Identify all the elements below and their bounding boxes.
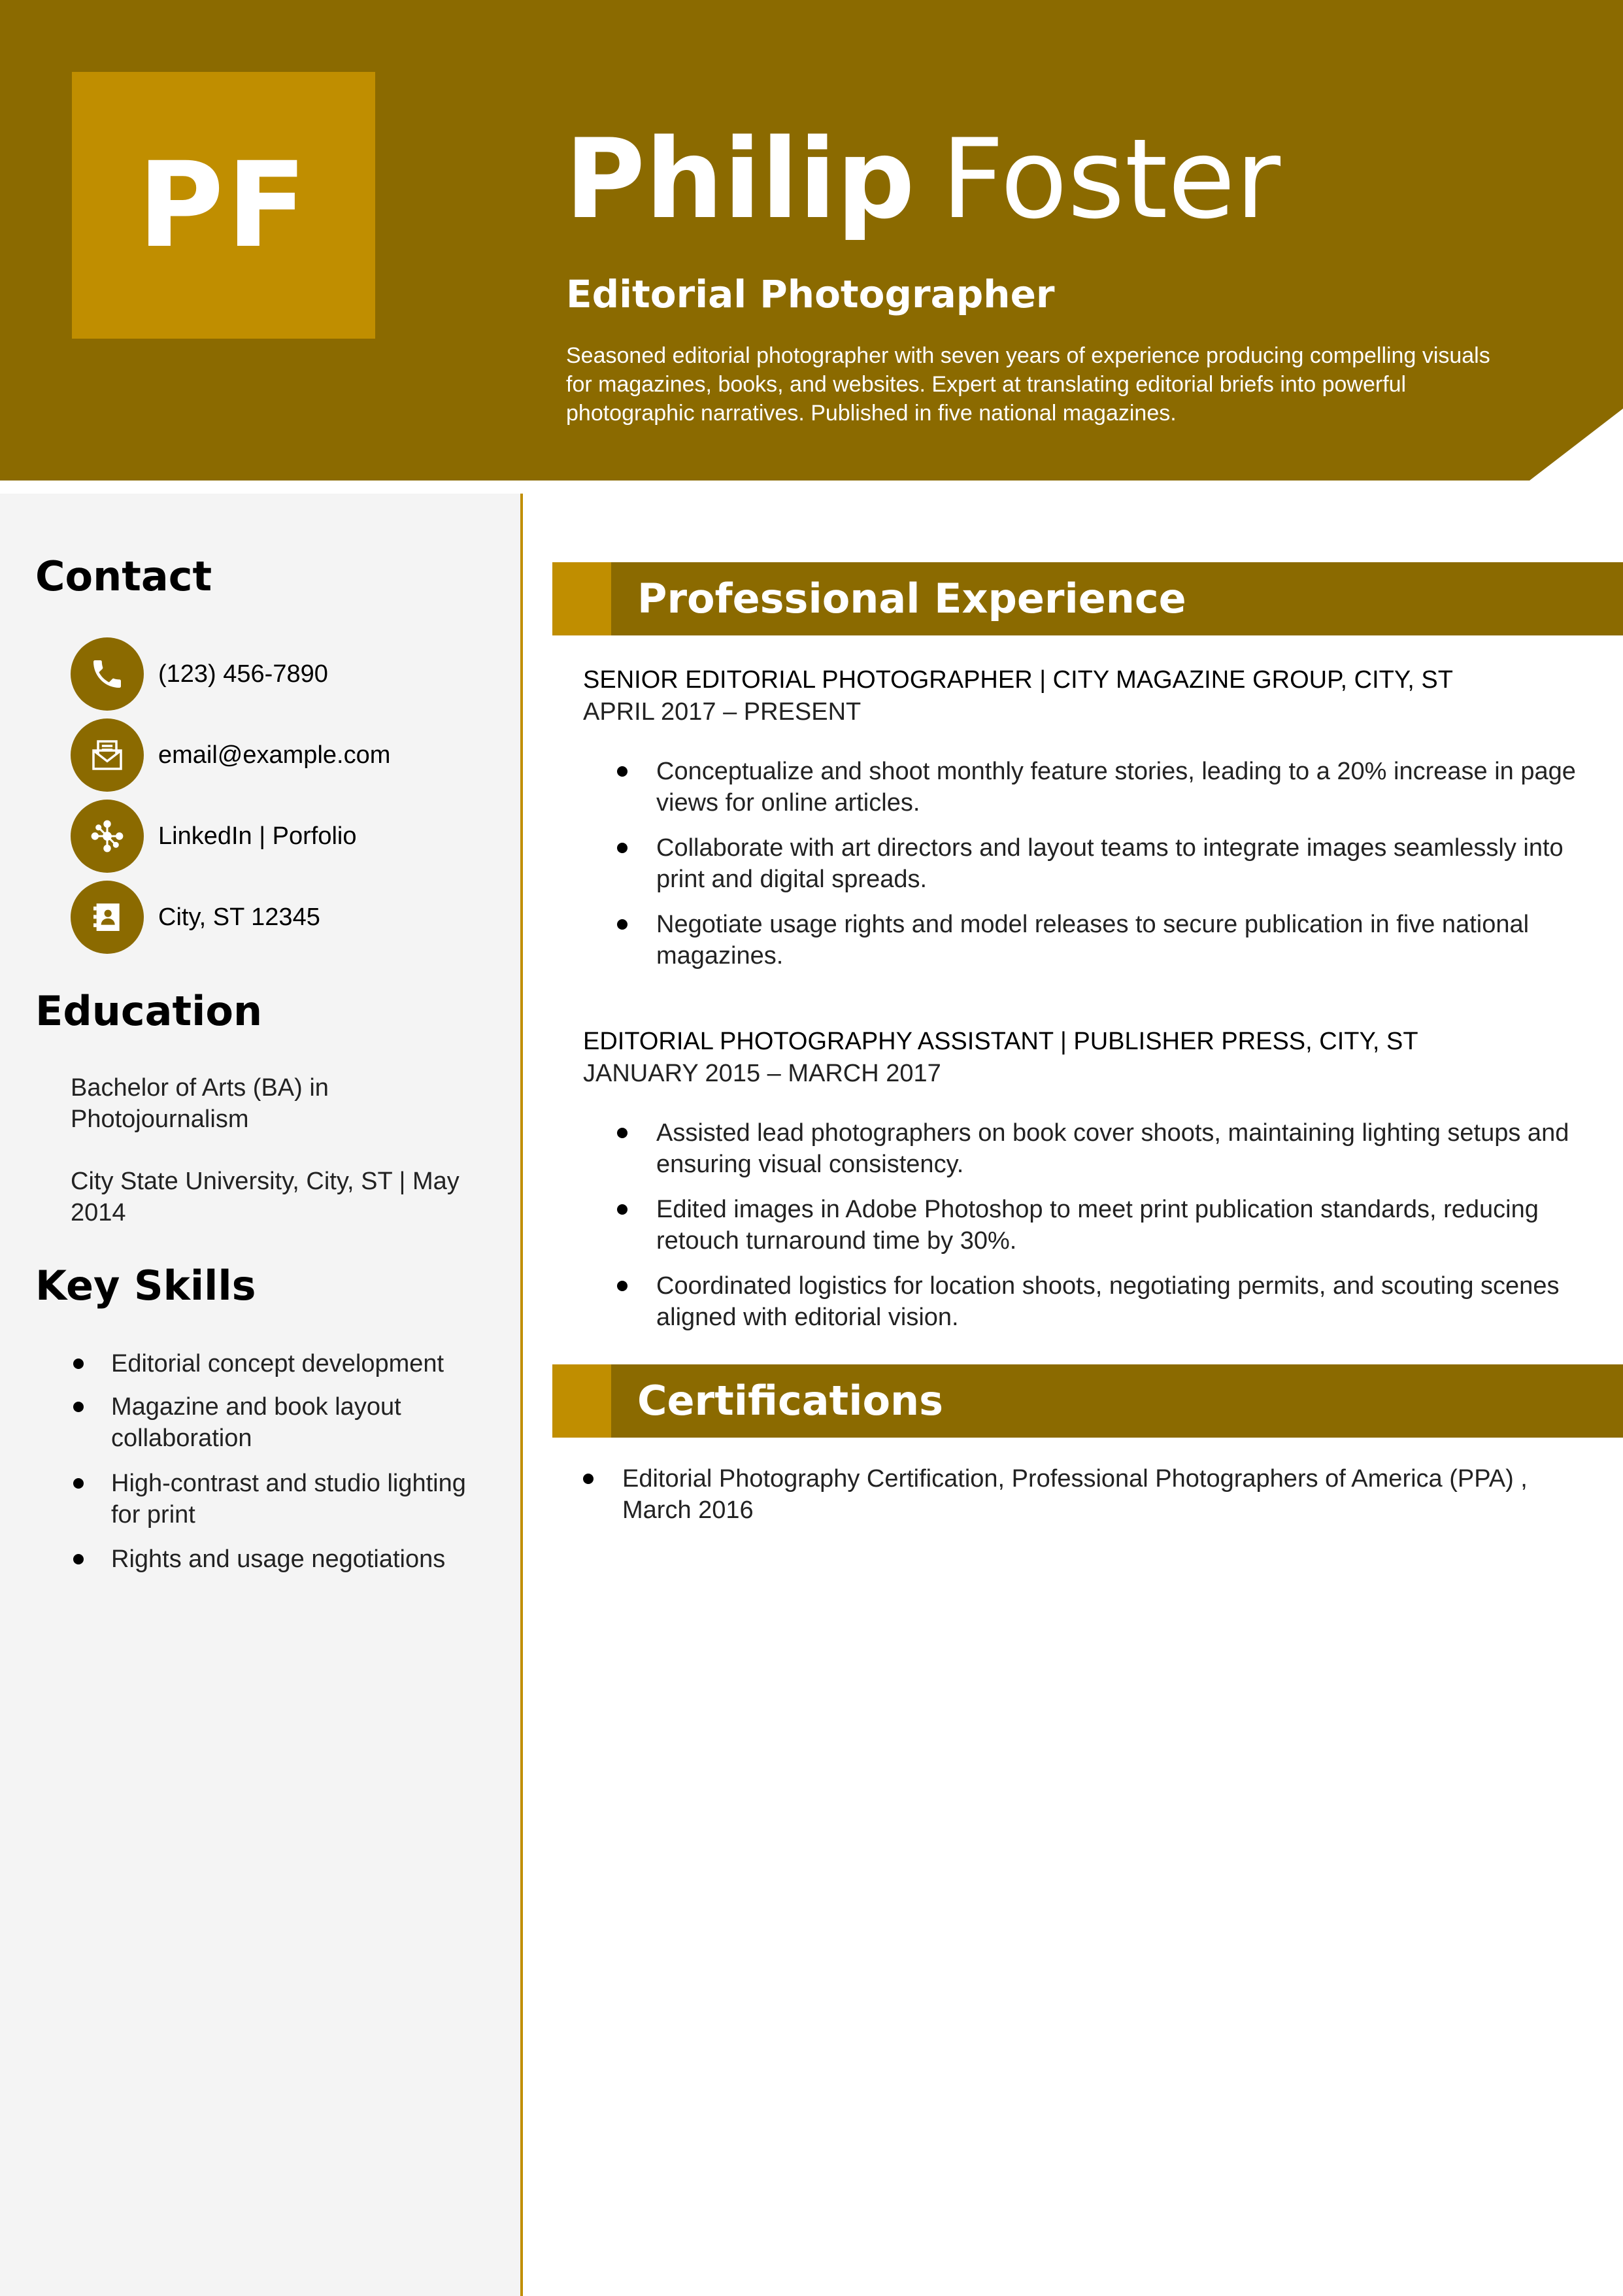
candidate-name: [565, 115, 1281, 243]
contact-email: [71, 718, 390, 792]
contact-heading: Contact: [35, 552, 212, 600]
bullet-icon: [617, 843, 627, 853]
contact-links: [71, 800, 357, 873]
job-title: Editorial Photographer: [566, 272, 1055, 316]
bullet-icon: [617, 1128, 627, 1138]
certifications-section-bar: [552, 1364, 1623, 1438]
job-bullet: Edited images in Adobe Photoshop to meet print publication standards, reducing retouch turnaround time by 30%.: [617, 1194, 1598, 1257]
section-accent: [552, 562, 611, 635]
certifications-heading: Certifications: [637, 1377, 944, 1425]
education-degree: Bachelor of Arts (BA) in Photojournalism: [71, 1074, 329, 1133]
job-bullet: Coordinated logistics for location shoots, negotiating permits, and scouting scenes aligned with editorial vision.: [617, 1270, 1598, 1333]
email-icon: [71, 718, 144, 792]
email-address: email@example.com: [158, 741, 391, 769]
phone-number: (123) 456-7890: [158, 660, 328, 688]
job-dates: JANUARY 2015 – MARCH 2017: [583, 1060, 941, 1087]
bullet-icon: [73, 1478, 84, 1489]
profile-summary: Seasoned editorial photographer with seven years of experience producing compelling visuals for magazines, books, and websites. Expert at translating editorial briefs into powerful photographic narratives. Published in five national magazines.: [566, 343, 1490, 426]
monogram-badge: [72, 72, 375, 339]
monogram-initials: PF: [137, 137, 310, 274]
address-icon: [71, 881, 144, 954]
job-bullet: Collaborate with art directors and layout teams to integrate images seamlessly into print and digital spreads.: [617, 832, 1598, 895]
bullet-icon: [583, 1474, 594, 1484]
bullet-icon: [617, 919, 627, 930]
last-name: Foster: [941, 115, 1281, 243]
skill-item: Magazine and book layout collaboration: [71, 1391, 495, 1454]
section-accent: [552, 1364, 611, 1438]
city-address: City, ST 12345: [158, 903, 320, 931]
education-heading: Education: [35, 987, 263, 1035]
skill-item: Rights and usage negotiations: [71, 1544, 495, 1575]
job-bullet: Negotiate usage rights and model releases to secure publication in five national magazines.: [617, 909, 1598, 971]
bullet-icon: [73, 1359, 84, 1369]
experience-heading: Professional Experience: [637, 575, 1186, 622]
job-bullet: Conceptualize and shoot monthly feature stories, leading to a 20% increase in page views for online articles.: [617, 756, 1598, 819]
job-dates: APRIL 2017 – PRESENT: [583, 698, 862, 726]
bullet-icon: [617, 766, 627, 777]
bullet-icon: [617, 1204, 627, 1215]
bullet-icon: [617, 1281, 627, 1291]
contact-address: [71, 881, 320, 954]
experience-section-bar: [552, 562, 1623, 635]
skill-item: Editorial concept development: [71, 1348, 495, 1379]
bullet-icon: [73, 1554, 84, 1564]
linkedin-portfolio: LinkedIn | Porfolio: [158, 822, 357, 850]
contact-phone: [71, 637, 328, 711]
job-bullet: Assisted lead photographers on book cover shoots, maintaining lighting setups and ensuring visual consistency.: [617, 1117, 1598, 1180]
skill-item: High-contrast and studio lighting for print: [71, 1468, 495, 1530]
first-name: Philip: [565, 115, 915, 243]
skills-heading: Key Skills: [35, 1262, 256, 1309]
certification-item: Editorial Photography Certification, Professional Photographers of America (PPA) , March 2016: [583, 1463, 1590, 1526]
phone-icon: [71, 637, 144, 711]
job-title-company: EDITORIAL PHOTOGRAPHY ASSISTANT | PUBLISHER PRESS, CITY, ST: [583, 1028, 1418, 1055]
network-icon: [71, 800, 144, 873]
job-title-company: SENIOR EDITORIAL PHOTOGRAPHER | CITY MAGAZINE GROUP, CITY, ST: [583, 666, 1453, 694]
bullet-icon: [73, 1402, 84, 1412]
education-school: City State University, City, ST | May 2014: [71, 1168, 460, 1226]
